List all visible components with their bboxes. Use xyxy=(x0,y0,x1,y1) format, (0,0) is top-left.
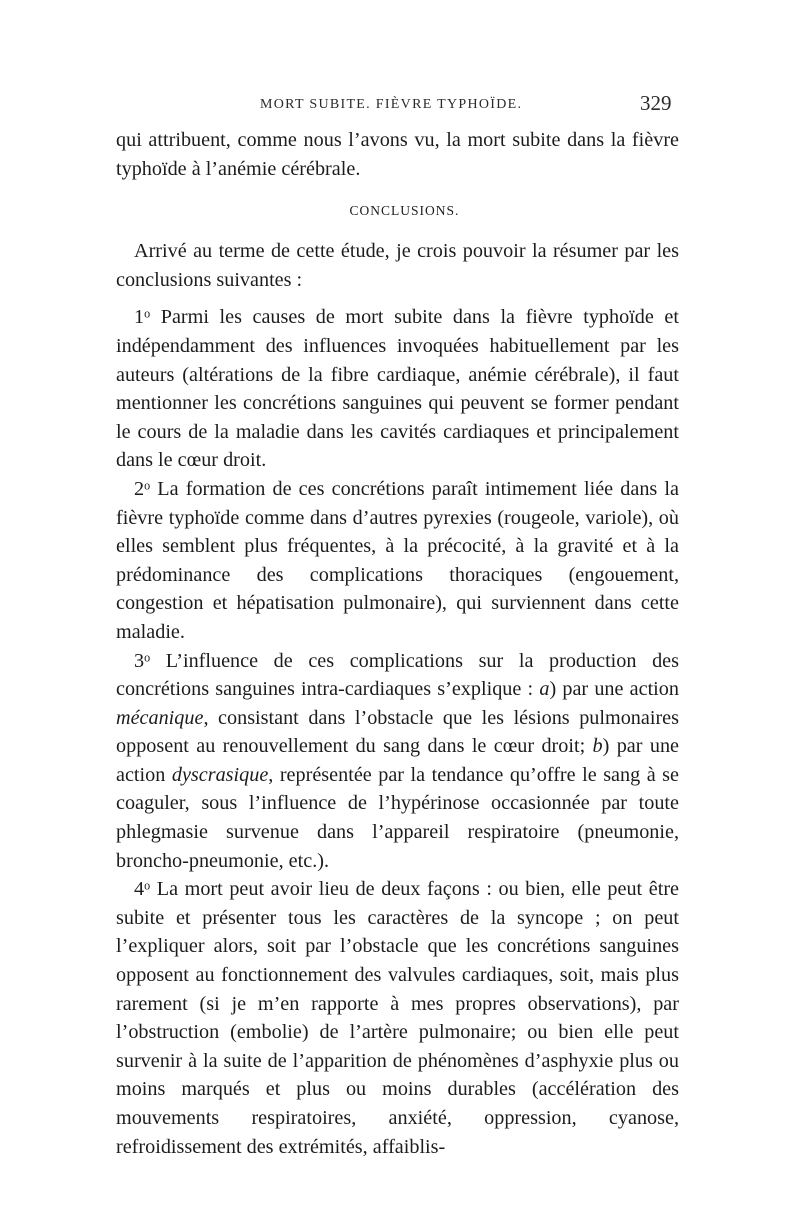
conclusion-4 xyxy=(116,875,679,1161)
text-segment: La mort peut avoir lieu de deux façons : ou bien, elle peut être subite et présenter tous les caractères de la syncope ; on peut l’expliquer alors, soit par l’obstacle que les concrétions sanguines opposent au fonctionnement des valvules cardiaques, soit, mais plus rarement (si je m’en rapporte à mes propres observations), par l’obstruction (embolie) de l’artère pulmonaire; ou bien elle peut survenir à la suite de l’apparition de phénomènes d’asphyxie plus ou moins marqués et plus ou moins durables (accélération des mouvements respiratoires, anxiété, oppression, cyanose, refroidissement des extrémités, affaiblis- xyxy=(116,878,679,1158)
conclusion-number: 4 xyxy=(134,878,145,901)
italic-segment: mécanique xyxy=(116,706,204,729)
running-head: MORT SUBITE. FIÈVRE TYPHOÏDE. xyxy=(260,97,523,112)
body-text xyxy=(116,126,679,1161)
conclusion-number: 3 xyxy=(134,649,145,672)
conclusion-1 xyxy=(116,303,679,475)
section-title: CONCLUSIONS. xyxy=(349,203,460,219)
lead-paragraph: Arrivé au terme de cette étude, je crois pouvoir la résumer par les conclusions suivantes : xyxy=(116,240,679,291)
page-number: 329 xyxy=(640,91,672,115)
text-segment: , représentée par la tendance qu’offre le sang à se coaguler, sous l’influence de l’hypérinose occasionnée par toute phlegmasie survenue dans l’appareil respiratoire (pneumonie, broncho-pneumonie, etc.). xyxy=(116,763,680,872)
conclusion-number: 2 xyxy=(134,477,145,500)
text-segment: ) par une action xyxy=(116,735,679,786)
intro-paragraph: qui attribuent, comme nous l’avons vu, la mort subite dans la fièvre typhoïde à l’anémie cérébrale. xyxy=(116,129,679,180)
italic-segment: dyscrasique xyxy=(171,763,269,786)
text-segment: L’influence de ces complications sur la production des concrétions sanguines intra-cardiaques s’explique : xyxy=(116,649,679,701)
conclusion-2 xyxy=(116,475,679,647)
conclusion-number: 1 xyxy=(134,306,145,329)
ordinal-sup: o xyxy=(144,306,151,321)
ordinal-sup: o xyxy=(144,650,151,665)
text-segment: Parmi les causes de mort subite dans la fièvre typhoïde et indépendamment des influences invoquées habituellement par les auteurs (altérations de la fibre cardiaque, anémie cérébrale), il faut mentionner les concrétions sanguines qui peuvent se former pendant le cours de la maladie dans les cavités cardiaques et principalement dans le cœur droit. xyxy=(116,306,679,472)
text-segment: La formation de ces concrétions paraît intimement liée dans la fièvre typhoïde comme dans d’autres pyrexies (rougeole, variole), où elles semblent plus fréquentes, à la précocité, à la gravité et à la prédominance des complications thoraciques (engouement, congestion et hépatisation pulmonaire), qui surviennent dans cette maladie. xyxy=(116,477,679,643)
italic-segment: a xyxy=(539,678,550,701)
ordinal-sup: o xyxy=(144,478,151,493)
ordinal-sup: o xyxy=(144,878,151,893)
conclusion-3 xyxy=(116,647,679,876)
text-segment: ) par une action xyxy=(549,678,679,701)
text-segment: , consistant dans l’obstacle que les lésions pulmonaires opposent au renouvellement du sang dans le cœur droit; xyxy=(116,706,679,758)
italic-segment: b xyxy=(592,735,603,758)
